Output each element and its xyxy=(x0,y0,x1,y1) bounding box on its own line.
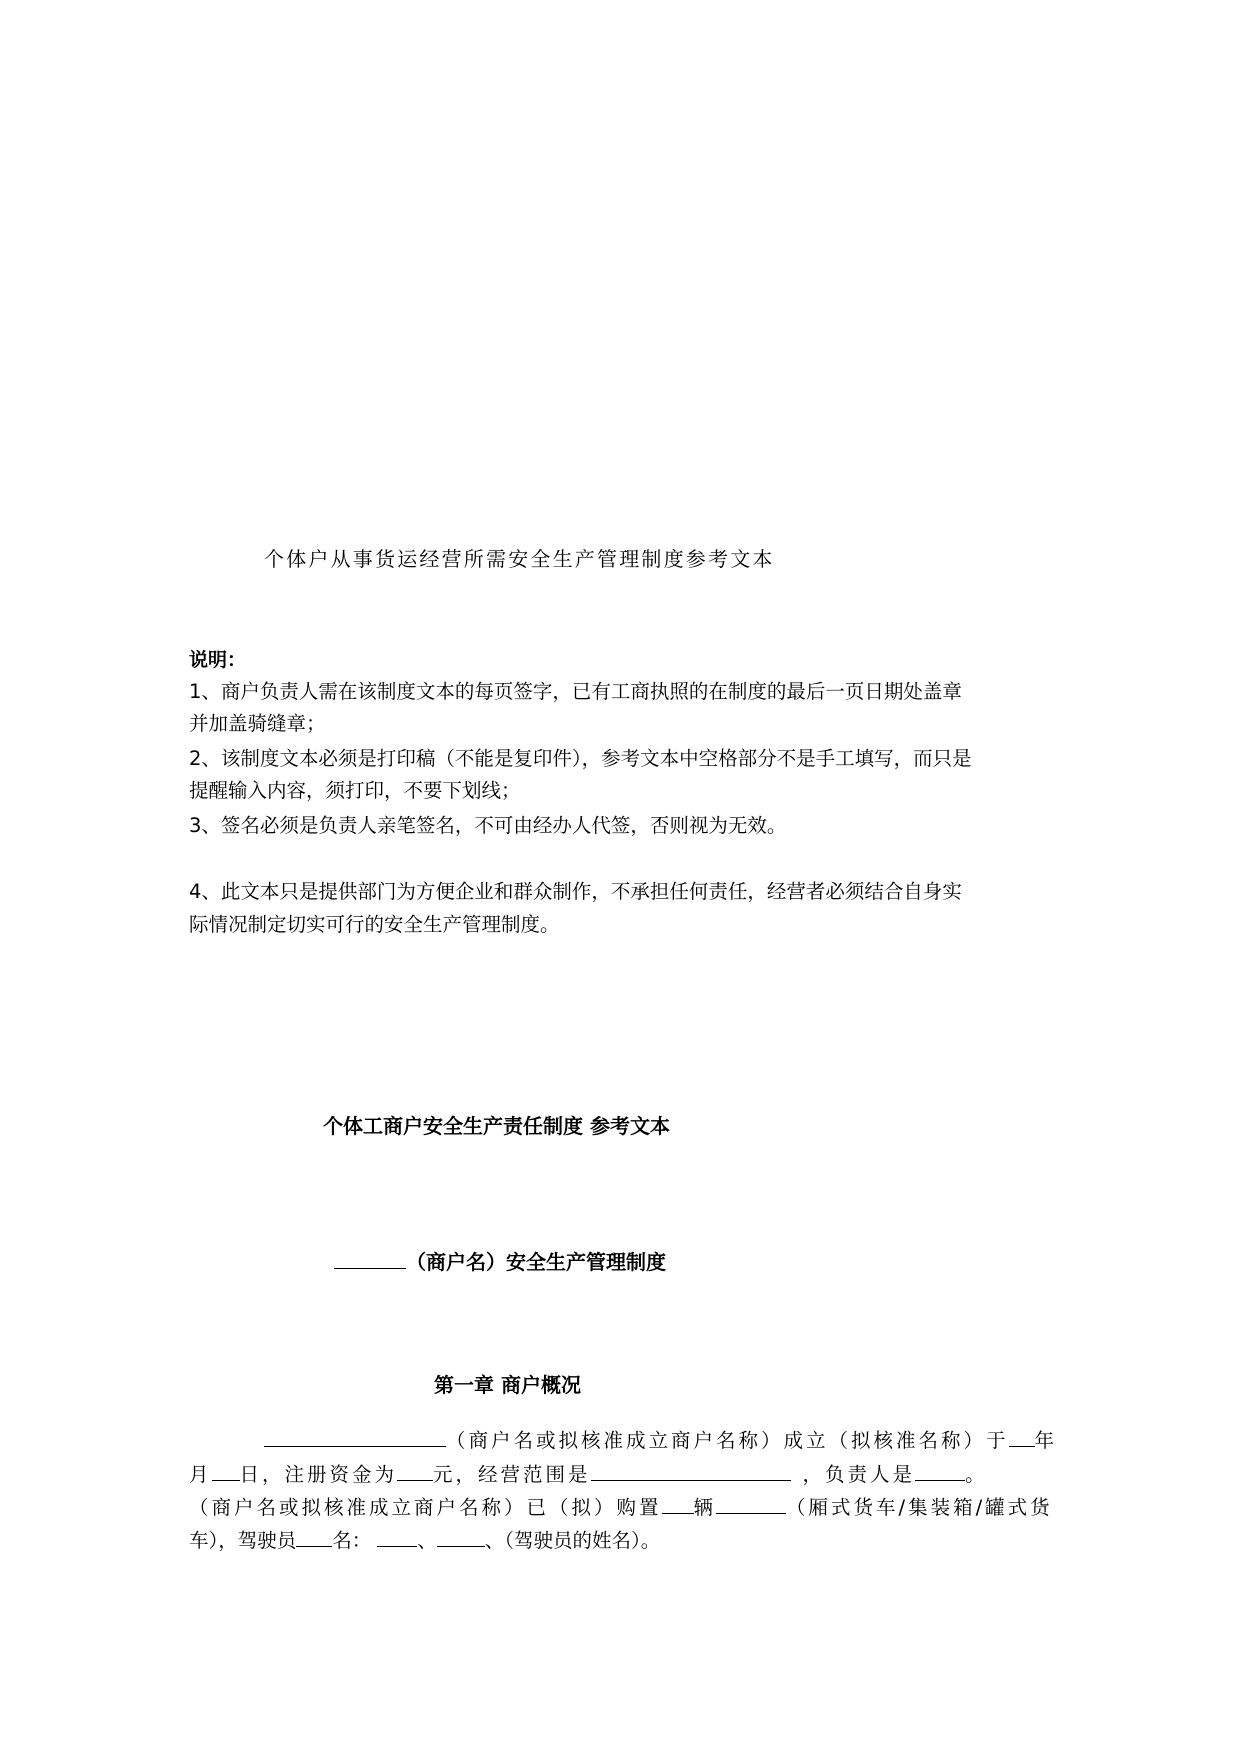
chapter-1-text: （厢式货车/集装箱/罐式货 xyxy=(786,1496,1053,1519)
chapter-1-text: （商户名或拟核准成立商户名称）已（拟）购置 xyxy=(189,1496,662,1519)
merchant-name-blank xyxy=(264,1428,446,1447)
vehicle-count-blank xyxy=(662,1495,694,1514)
chapter-1-text: 元，经营范围是 xyxy=(433,1463,591,1486)
chapter-1-line-1 xyxy=(264,1427,1057,1455)
driver-name-blank xyxy=(437,1528,485,1547)
chapter-1-text: 、 xyxy=(417,1529,437,1552)
chapter-1-text: 月 xyxy=(189,1463,212,1486)
merchant-name-blank xyxy=(334,1250,406,1269)
chapter-1-title: 第一章 商户概况 xyxy=(434,1373,581,1397)
chapter-1-text: 车），驾驶员 xyxy=(189,1529,297,1552)
note-4-line-2: 际情况制定切实可行的安全生产管理制度。 xyxy=(189,913,560,936)
capital-blank xyxy=(397,1462,433,1481)
chapter-1-text: 、（驾驶员的姓名）。 xyxy=(484,1529,661,1552)
note-1-line-1: 1、商户负责人需在该制度文本的每页签字，已有工商执照的在制度的最后一页日期处盖章 xyxy=(189,680,962,703)
note-3-line-1: 3、签名必须是负责人亲笔签名，不可由经办人代签，否则视为无效。 xyxy=(189,814,787,837)
chapter-1-text: ，负责人是 xyxy=(802,1463,916,1486)
document-title: 个体户从事货运经营所需安全生产管理制度参考文本 xyxy=(264,547,775,571)
note-2-line-2: 提醒输入内容，须打印，不要下划线； xyxy=(189,779,521,802)
vehicle-type-blank xyxy=(716,1495,786,1514)
owner-name-blank xyxy=(915,1462,965,1481)
chapter-1-line-3 xyxy=(189,1494,1053,1522)
note-1-line-2: 并加盖骑缝章； xyxy=(189,712,326,735)
chapter-1-line-4 xyxy=(189,1527,660,1555)
chapter-1-text: 日，注册资金为 xyxy=(239,1463,398,1486)
section-title: 个体工商户安全生产责任制度 参考文本 xyxy=(323,1114,670,1138)
chapter-1-text: 年 xyxy=(1034,1429,1058,1452)
chapter-1-text: 名： xyxy=(332,1529,372,1552)
chapter-1-line-2 xyxy=(189,1461,988,1489)
notes-heading: 说明： xyxy=(189,649,247,671)
year-blank xyxy=(1009,1428,1035,1447)
driver-name-blank xyxy=(377,1528,417,1547)
chapter-1-text: 。 xyxy=(965,1463,988,1486)
chapter-1-text: （商户名或拟核准成立商户名称）成立（拟核准名称）于 xyxy=(446,1429,1009,1452)
driver-count-blank xyxy=(296,1528,332,1547)
rules-title xyxy=(334,1248,666,1276)
chapter-1-text: 辆 xyxy=(693,1496,717,1519)
business-scope-blank xyxy=(591,1462,791,1481)
day-blank xyxy=(212,1462,240,1481)
rules-title-text: （商户名）安全生产管理制度 xyxy=(406,1250,666,1274)
note-2-line-1: 2、该制度文本必须是打印稿（不能是复印件），参考文本中空格部分不是手工填写，而只是 xyxy=(189,747,972,770)
note-4-line-1: 4、此文本只是提供部门为方便企业和群众制作，不承担任何责任，经营者必须结合自身实 xyxy=(189,880,962,903)
